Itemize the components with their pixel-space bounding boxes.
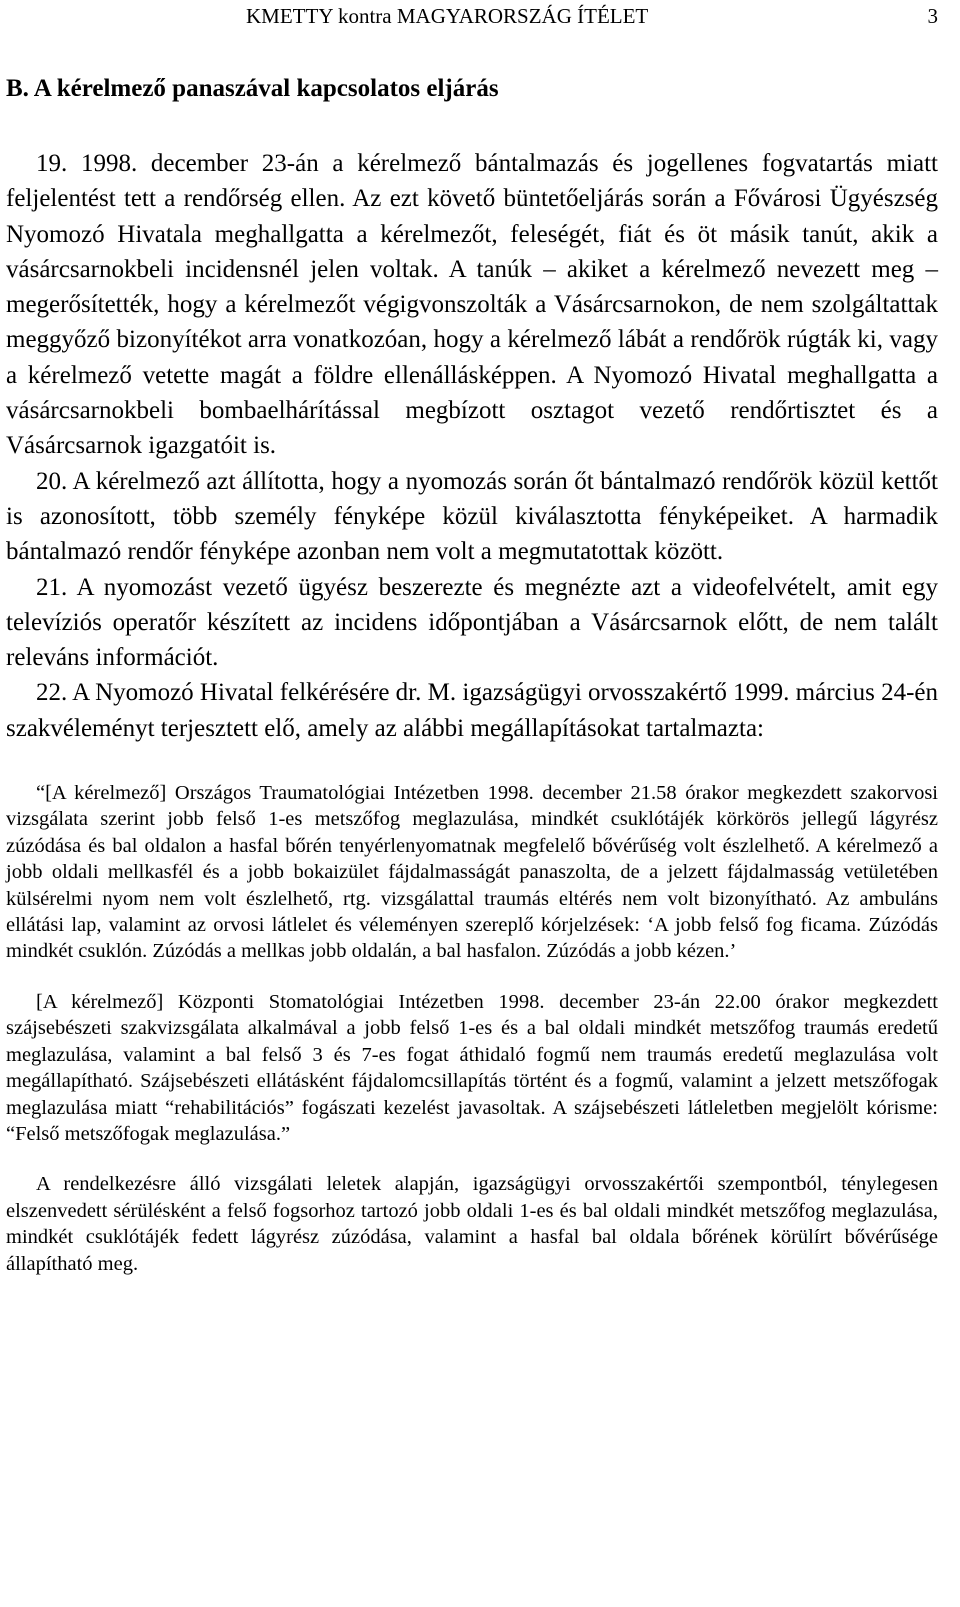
paragraph-20: 20. A kérelmező azt állította, hogy a nyomozás során őt bántalmazó rendőrök közül kettőt is azonosított, több személy fényképe közül kiválasztotta fényképeiket. A harmadik bántalmazó rendőr fényképe azonban nem volt a megmutatottak között. xyxy=(6,467,938,566)
section-heading: B. A kérelmező panaszával kapcsolatos eljárás xyxy=(6,75,499,102)
quote-expert-conclusion: A rendelkezésre álló vizsgálati leletek alapján, igazságügyi orvosszakértői szempontból, ténylegesen elszenvedett sérülésként a felső fogsorhoz tartozó jobb oldali 1-es és bal oldali mindkét metszőfog meglazulása, mindkét csuklótájék fedett lágyrész zúzódása, valamint a hasfal bal oldala bőrének körülírt bővérűsége állapítható meg. xyxy=(6,1173,938,1275)
paragraph-19: 19. 1998. december 23-án a kérelmező bántalmazás és jogellenes fogvatartás miatt feljelentést tett a rendőrség ellen. Az ezt követő büntetőeljárás során a Fővárosi Ügyészség Nyomozó Hivatala meghallgatta a kérelmezőt, feleségét, fiát és öt másik tanút, akik a vásárcsarnokbeli incidensnél jelen voltak. A tanúk – akiket a kérelmező nevezett meg – megerősítették, hogy a kérelmezőt végigvonszolták a Vásárcsarnokon, de nem szolgáltattak meggyőző bizonyítékot arra vonatkozóan, hogy a kérelmező lábát a rendőrök rúgták ki, vagy a kérelmező vetette magát a földre ellenállásképpen. A Nyomozó Hivatal meghallgatta a vásárcsarnokbeli bombaelhárítással megbízott osztagot vezető rendőrtisztet és a Vásárcsarnok igazgatóit is. xyxy=(6,150,938,460)
running-header xyxy=(6,0,938,34)
paragraph-21: 21. A nyomozást vezető ügyész beszerezte és megnézte azt a videofelvételt, amit egy televíziós operatőr készített az incidens időpontjában a Vásárcsarnok előtt, de nem talált releváns információt. xyxy=(6,573,938,672)
page-number: 3 xyxy=(927,4,938,28)
paragraph-22: 22. A Nyomozó Hivatal felkérésére dr. M. igazságügyi orvosszakértő 1999. március 24-én szakvéleményt terjesztett elő, amely az alábbi megállapításokat tartalmazta: xyxy=(6,679,938,742)
quote-traumatology: “[A kérelmező] Országos Traumatológiai Intézetben 1998. december 21.58 órakor megkezdett szakorvosi vizsgálata szerint jobb felső 1-es metszőfog meglazulása, mindkét csuklótájék körkörös jellegű lágyrész zúzódása és bal oldalon a hasfal bőrén tenyérlenyomatnak megfelelő bővérűség volt észlelhető. A kérelmező a jobb oldali mellkasfél és a jobb bokaizület fájdalmasságát panaszolta, de a jelzett fájdalmasság vetületében külsérelmi nyom nem volt észlelhető, rtg. vizsgálattal traumás eltérés nem volt bizonyítható. Az ambuláns ellátási lap, valamint az orvosi látlelet és véleményen szereplő kórjelzések: ‘A jobb felső fog ficama. Zúzódás mindkét csuklón. Zúzódás a mellkas jobb oldalán, a bal hasfalon. Zúzódás a jobb kézen.’ xyxy=(6,782,938,963)
quote-stomatology: [A kérelmező] Központi Stomatológiai Intézetben 1998. december 23-án 22.00 órakor megkezdett szájsebészeti szakvizsgálata alkalmával a jobb felső 1-es és a bal oldali mindkét metszőfog traumás eredetű meglazulása, valamint a bal felső 3 és 7-es fogat áthidaló fogmű nem traumás eredetű meglazulása volt megállapítható. Szájsebészeti ellátásként fájdalomcsillapítás történt és a fogmű, valamint a jelzett metszőfogak meglazulása miatt “rehabilitációs” fogászati kezelést javasoltak. A szájsebészeti látleletben megjelölt kórisme: “Felső metszőfogak meglazulása.” xyxy=(6,990,938,1145)
header-title: KMETTY kontra MAGYARORSZÁG ÍTÉLET xyxy=(246,4,649,28)
